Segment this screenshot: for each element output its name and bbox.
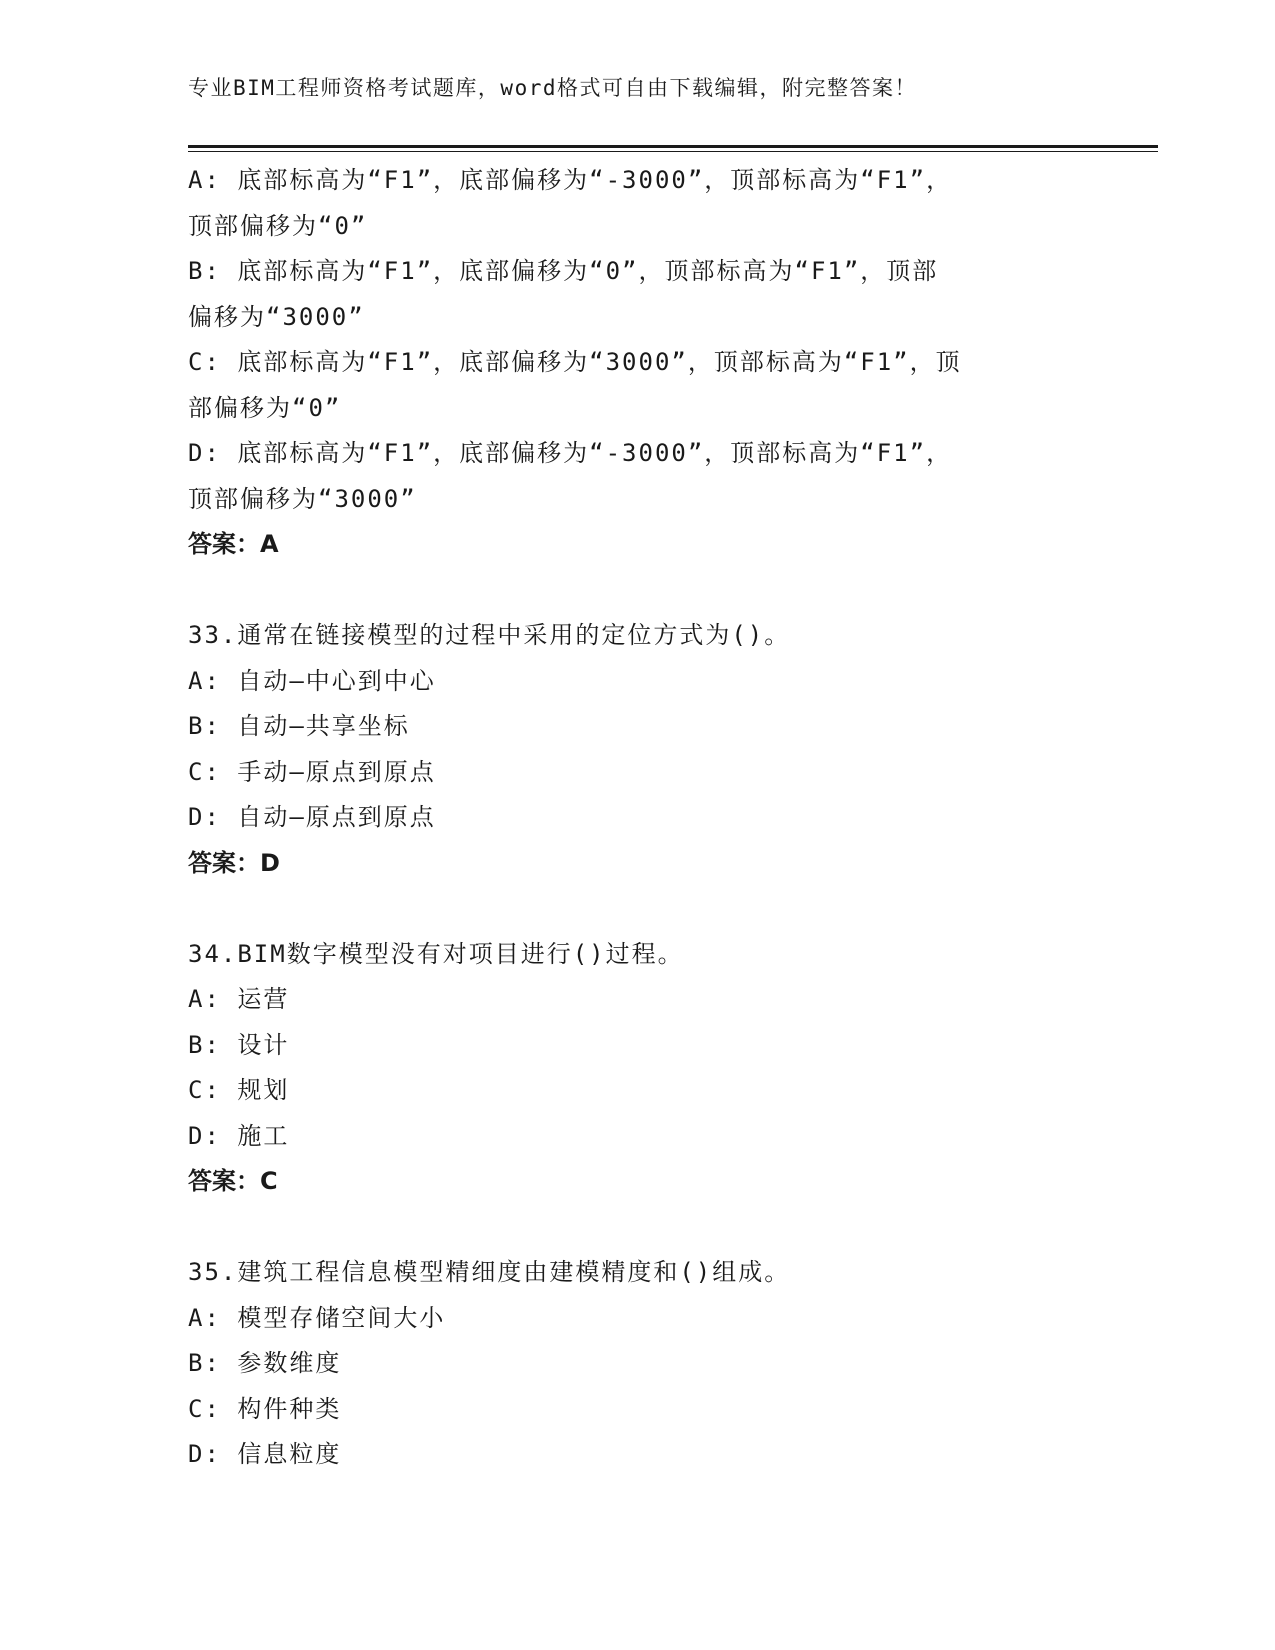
answer-34: 答案：C — [188, 1167, 278, 1195]
option-a-line-1: A: 底部标高为“F1”，底部偏移为“-3000”，顶部标高为“F1”， — [188, 166, 953, 194]
option-d: D: 自动—原点到原点 — [188, 803, 436, 831]
question-33-text: 33.通常在链接模型的过程中采用的定位方式为()。 — [188, 621, 791, 649]
option-a-line-2: 顶部偏移为“0” — [188, 211, 368, 240]
question-35-text: 35.建筑工程信息模型精细度由建模精度和()组成。 — [188, 1258, 791, 1286]
spacer — [188, 1205, 1088, 1251]
option-c-line-2: 部偏移为“0” — [188, 393, 342, 422]
answer-32: 答案：A — [188, 530, 279, 558]
option-d: D: 施工 — [188, 1121, 290, 1150]
option-b: B: 设计 — [188, 1030, 290, 1059]
question-32-block — [188, 158, 1088, 568]
answer-33: 答案：D — [188, 848, 280, 877]
option-c: C: 规划 — [188, 1076, 290, 1104]
option-a: A: 模型存储空间大小 — [188, 1303, 446, 1332]
spacer — [188, 568, 1088, 614]
header-rule-thick — [188, 145, 1158, 148]
option-a: A: 自动—中心到中心 — [188, 666, 436, 695]
header-rule-thin — [188, 151, 1158, 152]
option-c: C: 手动—原点到原点 — [188, 757, 436, 786]
spacer — [188, 886, 1088, 932]
question-34-text: 34.BIM数字模型没有对项目进行()过程。 — [188, 939, 684, 968]
option-d: D: 信息粒度 — [188, 1440, 342, 1468]
option-b-line-1: B: 底部标高为“F1”，底部偏移为“0”，顶部标高为“F1”，顶部 — [188, 257, 939, 285]
option-b: B: 参数维度 — [188, 1349, 342, 1377]
question-34-block — [188, 932, 1088, 1205]
option-b-line-2: 偏移为“3000” — [188, 302, 365, 331]
page-header: 专业BIM工程师资格考试题库，word格式可自由下载编辑，附完整答案！ — [188, 76, 917, 100]
question-35-block — [188, 1250, 1088, 1478]
option-b: B: 自动—共享坐标 — [188, 712, 410, 740]
question-33-block — [188, 613, 1088, 886]
document-body — [188, 158, 1088, 1478]
option-d-line-2: 顶部偏移为“3000” — [188, 484, 417, 513]
option-a: A: 运营 — [188, 985, 290, 1013]
option-c: C: 构件种类 — [188, 1394, 342, 1423]
option-c-line-1: C: 底部标高为“F1”，底部偏移为“3000”，顶部标高为“F1”，顶 — [188, 348, 962, 376]
option-d-line-1: D: 底部标高为“F1”，底部偏移为“-3000”，顶部标高为“F1”， — [188, 439, 953, 467]
